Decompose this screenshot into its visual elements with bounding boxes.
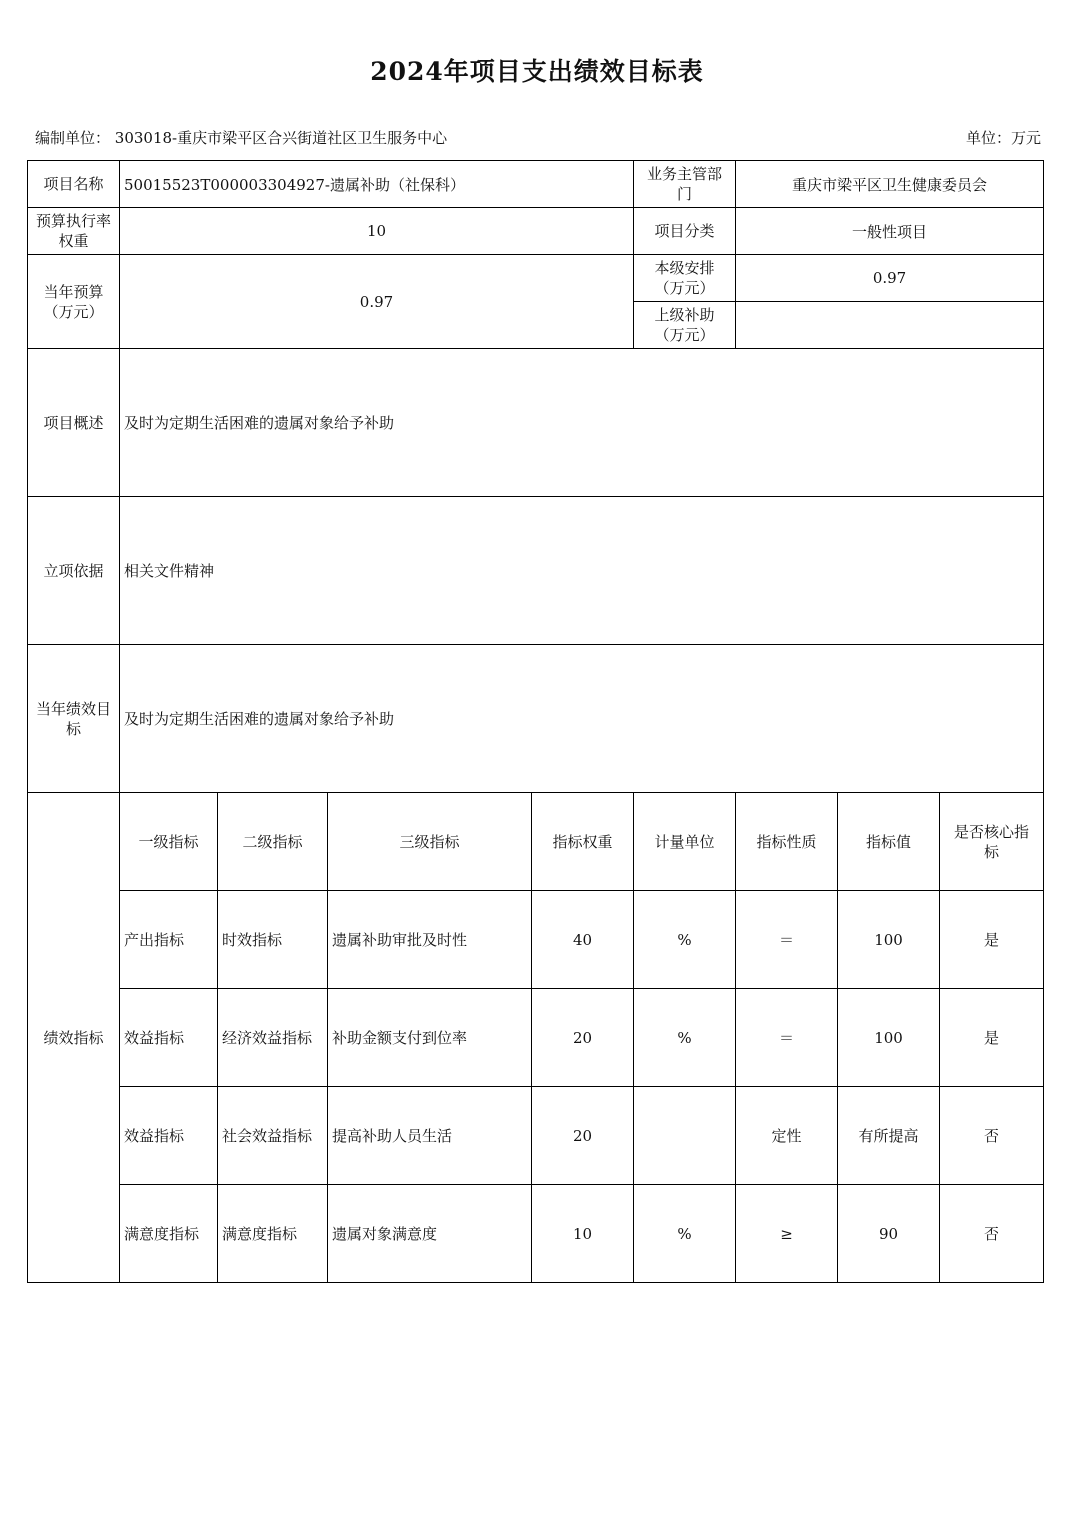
cell-nature: ＝ xyxy=(736,891,838,989)
basis-value: 相关文件精神 xyxy=(120,497,1044,645)
goal-value: 及时为定期生活困难的遗属对象给予补助 xyxy=(120,645,1044,793)
header-core: 是否核心指 标 xyxy=(940,793,1044,891)
budget-value: 0.97 xyxy=(120,255,634,349)
cell-level2: 社会效益指标 xyxy=(218,1087,328,1185)
cell-level3: 提高补助人员生活 xyxy=(328,1087,532,1185)
cell-core: 否 xyxy=(940,1087,1044,1185)
cell-core: 是 xyxy=(940,989,1044,1087)
cell-value: 100 xyxy=(838,989,940,1087)
table-row xyxy=(28,891,1044,989)
overview-label: 项目概述 xyxy=(28,349,120,497)
cell-level1: 效益指标 xyxy=(120,989,218,1087)
unit-text: 单位：万元 xyxy=(965,129,1041,147)
weight-label: 预算执行率 权重 xyxy=(28,208,120,255)
cell-value: 90 xyxy=(838,1185,940,1283)
cell-level1: 产出指标 xyxy=(120,891,218,989)
cell-level2: 满意度指标 xyxy=(218,1185,328,1283)
cell-weight: 10 xyxy=(532,1185,634,1283)
header-unit: 计量单位 xyxy=(634,793,736,891)
cell-value: 有所提高 xyxy=(838,1087,940,1185)
cell-weight: 20 xyxy=(532,1087,634,1185)
upper-label: 上级补助 （万元） xyxy=(634,302,736,349)
cell-core: 否 xyxy=(940,1185,1044,1283)
goal-label: 当年绩效目 标 xyxy=(28,645,120,793)
indicators-section-label: 绩效指标 xyxy=(28,793,120,1283)
org-value: 303018-重庆市梁平区合兴街道社区卫生服务中心 xyxy=(114,129,448,147)
performance-table xyxy=(27,160,1044,1283)
cell-level1: 满意度指标 xyxy=(120,1185,218,1283)
cell-level3: 遗属补助审批及时性 xyxy=(328,891,532,989)
header-nature: 指标性质 xyxy=(736,793,838,891)
dept-label: 业务主管部 门 xyxy=(634,161,736,208)
table-row xyxy=(28,1087,1044,1185)
org-line xyxy=(35,127,447,148)
cell-level1: 效益指标 xyxy=(120,1087,218,1185)
project-name-label: 项目名称 xyxy=(28,161,120,208)
dept-value: 重庆市梁平区卫生健康委员会 xyxy=(736,161,1044,208)
cell-nature: ＝ xyxy=(736,989,838,1087)
cell-unit: % xyxy=(634,989,736,1087)
cell-level2: 时效指标 xyxy=(218,891,328,989)
weight-value: 10 xyxy=(120,208,634,255)
cell-core: 是 xyxy=(940,891,1044,989)
cell-nature: ≥ xyxy=(736,1185,838,1283)
cell-level3: 补助金额支付到位率 xyxy=(328,989,532,1087)
project-name-value: 50015523T000003304927-遗属补助（社保科） xyxy=(120,161,634,208)
header-value: 指标值 xyxy=(838,793,940,891)
cell-weight: 20 xyxy=(532,989,634,1087)
table-row xyxy=(28,989,1044,1087)
cell-level3: 遗属对象满意度 xyxy=(328,1185,532,1283)
table-row xyxy=(28,1185,1044,1283)
org-label: 编制单位： xyxy=(35,129,111,147)
header-level3: 三级指标 xyxy=(328,793,532,891)
page-title: 2024年项目支出绩效目标表 xyxy=(370,57,704,86)
header-level2: 二级指标 xyxy=(218,793,328,891)
category-value: 一般性项目 xyxy=(736,208,1044,255)
local-value: 0.97 xyxy=(736,255,1044,302)
category-label: 项目分类 xyxy=(634,208,736,255)
cell-unit: % xyxy=(634,1185,736,1283)
header-level1: 一级指标 xyxy=(120,793,218,891)
cell-nature: 定性 xyxy=(736,1087,838,1185)
cell-value: 100 xyxy=(838,891,940,989)
cell-level2: 经济效益指标 xyxy=(218,989,328,1087)
basis-label: 立项依据 xyxy=(28,497,120,645)
header-weight: 指标权重 xyxy=(532,793,634,891)
upper-value xyxy=(736,302,1044,349)
local-label: 本级安排 （万元） xyxy=(634,255,736,302)
cell-unit xyxy=(634,1087,736,1185)
budget-label: 当年预算 （万元） xyxy=(28,255,120,349)
overview-value: 及时为定期生活困难的遗属对象给予补助 xyxy=(120,349,1044,497)
cell-unit: % xyxy=(634,891,736,989)
cell-weight: 40 xyxy=(532,891,634,989)
